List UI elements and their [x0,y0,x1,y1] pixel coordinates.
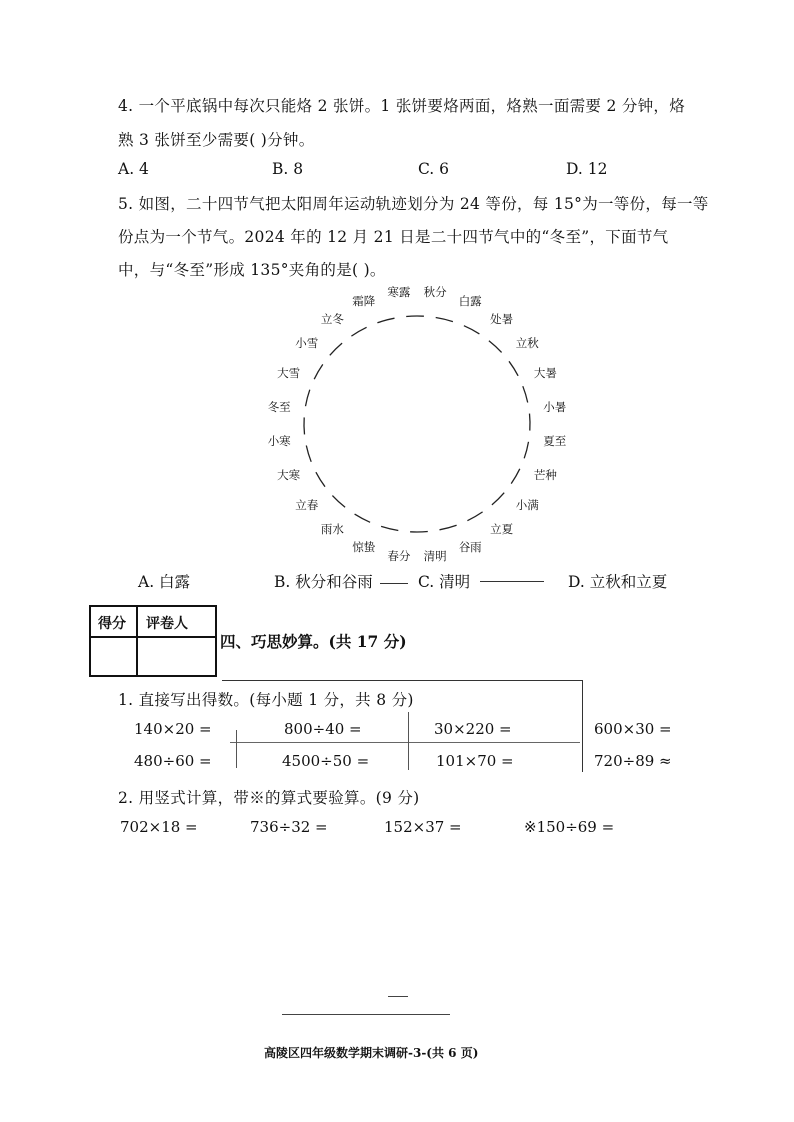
q5-line2: 份点为一个节气。2024 年的 12 月 21 日是二十四节气中的“冬至”，下面节气 [118,228,669,246]
q4-option-d[interactable]: D. 12 [566,160,608,178]
solar-term-label: 立冬 [320,311,344,326]
solar-term-label: 谷雨 [458,539,482,554]
score-box [89,605,217,677]
q5-option-d[interactable]: D. 立秋和立夏 [568,573,668,591]
frame-line [408,712,409,770]
part2-title: 2. 用竖式计算，带※的算式要验算。(9 分) [118,789,420,807]
solar-term-label: 小雪 [295,336,319,351]
solar-term-label: 大雪 [277,366,301,381]
score-box-divider [91,636,215,638]
score-box-divider [136,607,138,675]
vertical-item-3: 152×37 = [384,818,462,836]
q4-option-c[interactable]: C. 6 [418,160,450,178]
solar-term-label: 雨水 [320,522,344,537]
solar-term-label: 夏至 [543,434,567,449]
q5-option-c[interactable]: C. 清明 [418,573,471,591]
section-title: 四、巧思妙算。(共 17 分) [220,632,407,651]
q5-line3: 中，与“冬至”形成 135°夹角的是( )。 [118,261,386,279]
score-label: 得分 [98,616,126,632]
oral-item-4: 600×30 = [594,720,672,738]
reviewer-label: 评卷人 [146,616,188,632]
orbit-arc [464,326,480,334]
orbit-arc [492,493,504,505]
solar-term-label: 大暑 [533,366,557,381]
solar-term-label: 寒露 [387,285,411,300]
oral-item-8: 720÷89 ≈ [594,752,672,770]
frame-line [236,730,237,768]
frame-line [222,680,582,681]
solar-term-label: 春分 [387,548,411,563]
oral-item-5: 480÷60 = [134,752,212,770]
frame-line [582,680,583,772]
oral-item-3: 30×220 = [434,720,512,738]
oral-item-6: 4500÷50 = [282,752,370,770]
orbit-arc [355,514,371,522]
orbit-arc [306,390,310,407]
orbit-arc [436,318,453,322]
orbit-arc [304,417,305,434]
q5-line1: 5. 如图，二十四节气把太阳周年运动轨迹划分为 24 等份，每 15°为一等份，每一等 [118,195,709,213]
orbit-arc [523,386,528,402]
orbit-arc [306,446,311,462]
solar-term-label: 秋分 [423,285,447,300]
orbit-arc [314,364,323,379]
solar-term-label: 惊蛰 [352,539,376,554]
solar-term-label: 立秋 [515,336,539,351]
solar-term-label: 白露 [458,294,482,309]
decorative-rule [380,583,408,584]
q4-option-a[interactable]: A. 4 [118,160,149,178]
q4-option-b[interactable]: B. 8 [272,160,304,178]
solar-term-label: 霜降 [352,294,376,309]
vertical-item-4: ※150÷69 = [524,818,615,836]
q5-option-a[interactable]: A. 白露 [138,573,191,591]
solar-term-label: 立春 [295,497,319,512]
q5-option-b[interactable]: B. 秋分和谷雨 [274,573,373,591]
page-footer: 高陵区四年级数学期末调研-3-(共 6 页) [264,1046,479,1060]
orbit-arc [524,442,528,459]
frame-line [230,742,580,743]
oral-item-1: 140×20 = [134,720,212,738]
orbit-arc [440,525,457,530]
orbit-arc [381,526,398,530]
oral-item-7: 101×70 = [436,752,514,770]
solar-term-label: 冬至 [267,399,291,414]
q4-line2: 熟 3 张饼至少需要( )分钟。 [118,131,315,149]
orbit-arc [489,341,502,353]
page-mark [388,996,408,997]
solar-term-label: 小满 [515,497,539,512]
orbit-arc [330,343,342,355]
oral-item-2: 800÷40 = [284,720,362,738]
solar-term-label: 处暑 [490,311,514,326]
vertical-item-1: 702×18 = [120,818,198,836]
orbit-arc [332,496,345,508]
vertical-item-2: 736÷32 = [250,818,328,836]
solar-term-label: 大寒 [277,467,301,482]
orbit-arc [351,327,366,336]
orbit-arc [377,318,394,323]
solar-term-label: 小寒 [267,434,291,449]
decorative-rule [480,581,544,582]
orbit-arc [467,512,482,521]
solar-term-label: 清明 [423,548,447,563]
solar-term-label: 芒种 [533,467,557,482]
solar-term-label: 小暑 [543,399,567,414]
orbit-arc [511,469,520,484]
orbit-arc [316,472,325,487]
solar-term-label: 立夏 [490,522,514,537]
orbit-arc [530,414,531,431]
part1-title: 1. 直接写出得数。(每小题 1 分，共 8 分) [118,691,414,709]
page-mark [282,1014,450,1015]
q4-line1: 4. 一个平底锅中每次只能烙 2 张饼。1 张饼要烙两面，烙熟一面需要 2 分钟，烙 [118,97,686,115]
orbit-arc [509,361,518,376]
